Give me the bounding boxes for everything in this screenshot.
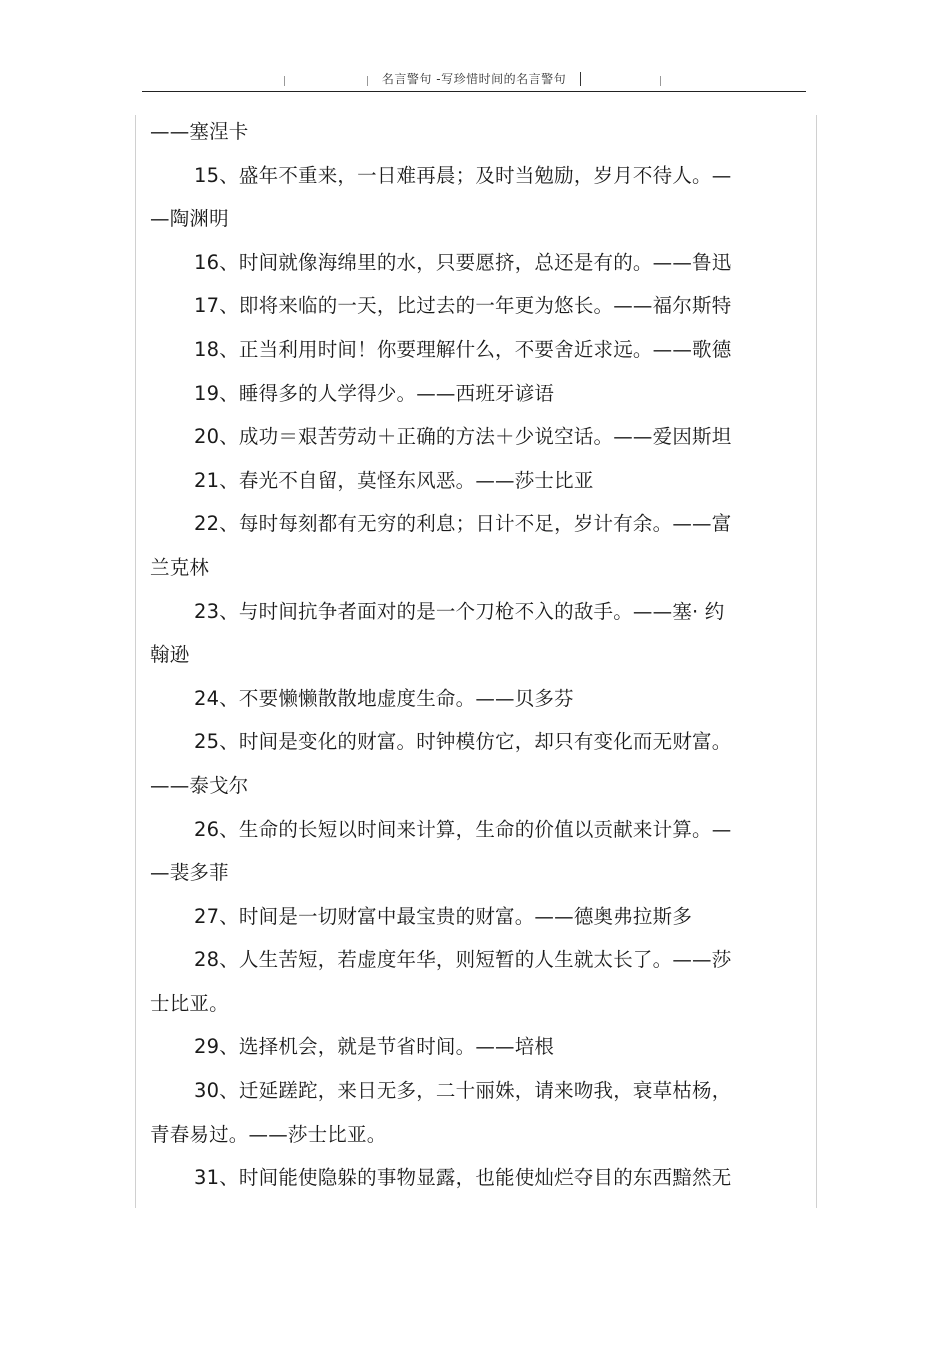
text-line: 23、与时间抗争者面对的是一个刀枪不入的敌手。——塞· 约 (194, 599, 725, 623)
document-body (150, 110, 760, 1200)
text-line: 22、每时每刻都有无穷的利息；日计不足，岁计有余。——富 (194, 512, 732, 536)
text-line: 28、人生苦短，若虚度年华，则短暂的人生就太长了。——莎 (194, 948, 732, 972)
header-rule (142, 91, 806, 92)
text-line: 16、时间就像海绵里的水，只要愿挤，总还是有的。——鲁迅 (194, 250, 732, 274)
text-line: —陶渊明 (150, 207, 229, 231)
text-line: 24、不要懒懒散散地虚度生命。——贝多芬 (194, 686, 574, 710)
text-line: 20、成功＝艰苦劳动＋正确的方法＋少说空话。——爱因斯坦 (194, 425, 732, 449)
header-title: 名言警句 -写珍惜时间的名言警句 (381, 72, 567, 86)
text-line: 兰克林 (150, 555, 210, 579)
page-header (142, 62, 806, 92)
text-line: 29、选择机会，就是节省时间。——培根 (194, 1035, 555, 1059)
text-line: 27、时间是一切财富中最宝贵的财富。——德奥弗拉斯多 (194, 904, 693, 928)
text-line: 30、迁延蹉跎，来日无多，二十丽姝，请来吻我，衰草枯杨， (194, 1079, 732, 1103)
text-line: ——塞涅卡 (150, 120, 249, 143)
text-line: 17、即将来临的一天，比过去的一年更为悠长。——福尔斯特 (194, 294, 732, 318)
text-line: 翰逊 (150, 643, 190, 667)
text-line: 18、正当利用时间！你要理解什么，不要舍近求远。——歌德 (194, 337, 732, 361)
text-line: 25、时间是变化的财富。时钟模仿它，却只有变化而无财富。 (194, 730, 732, 754)
text-line: —裴多菲 (150, 861, 229, 885)
text-line: 19、睡得多的人学得少。——西班牙谚语 (194, 381, 555, 405)
right-margin-line (816, 115, 817, 1208)
text-line: 15、盛年不重来，一日难再晨；及时当勉励，岁月不待人。— (194, 163, 732, 187)
text-line: 青春易过。——莎士比亚。 (150, 1122, 387, 1146)
text-line: 士比亚。 (150, 991, 229, 1015)
text-line: ——泰戈尔 (150, 773, 249, 797)
text-line: 21、春光不自留，莫怪东风恶。——莎士比亚 (194, 468, 594, 492)
text-line: 26、生命的长短以时间来计算，生命的价值以贡献来计算。— (194, 817, 732, 841)
text-line: 31、时间能使隐躲的事物显露，也能使灿烂夺目的东西黯然无 (194, 1166, 732, 1190)
left-margin-line (135, 115, 136, 1208)
